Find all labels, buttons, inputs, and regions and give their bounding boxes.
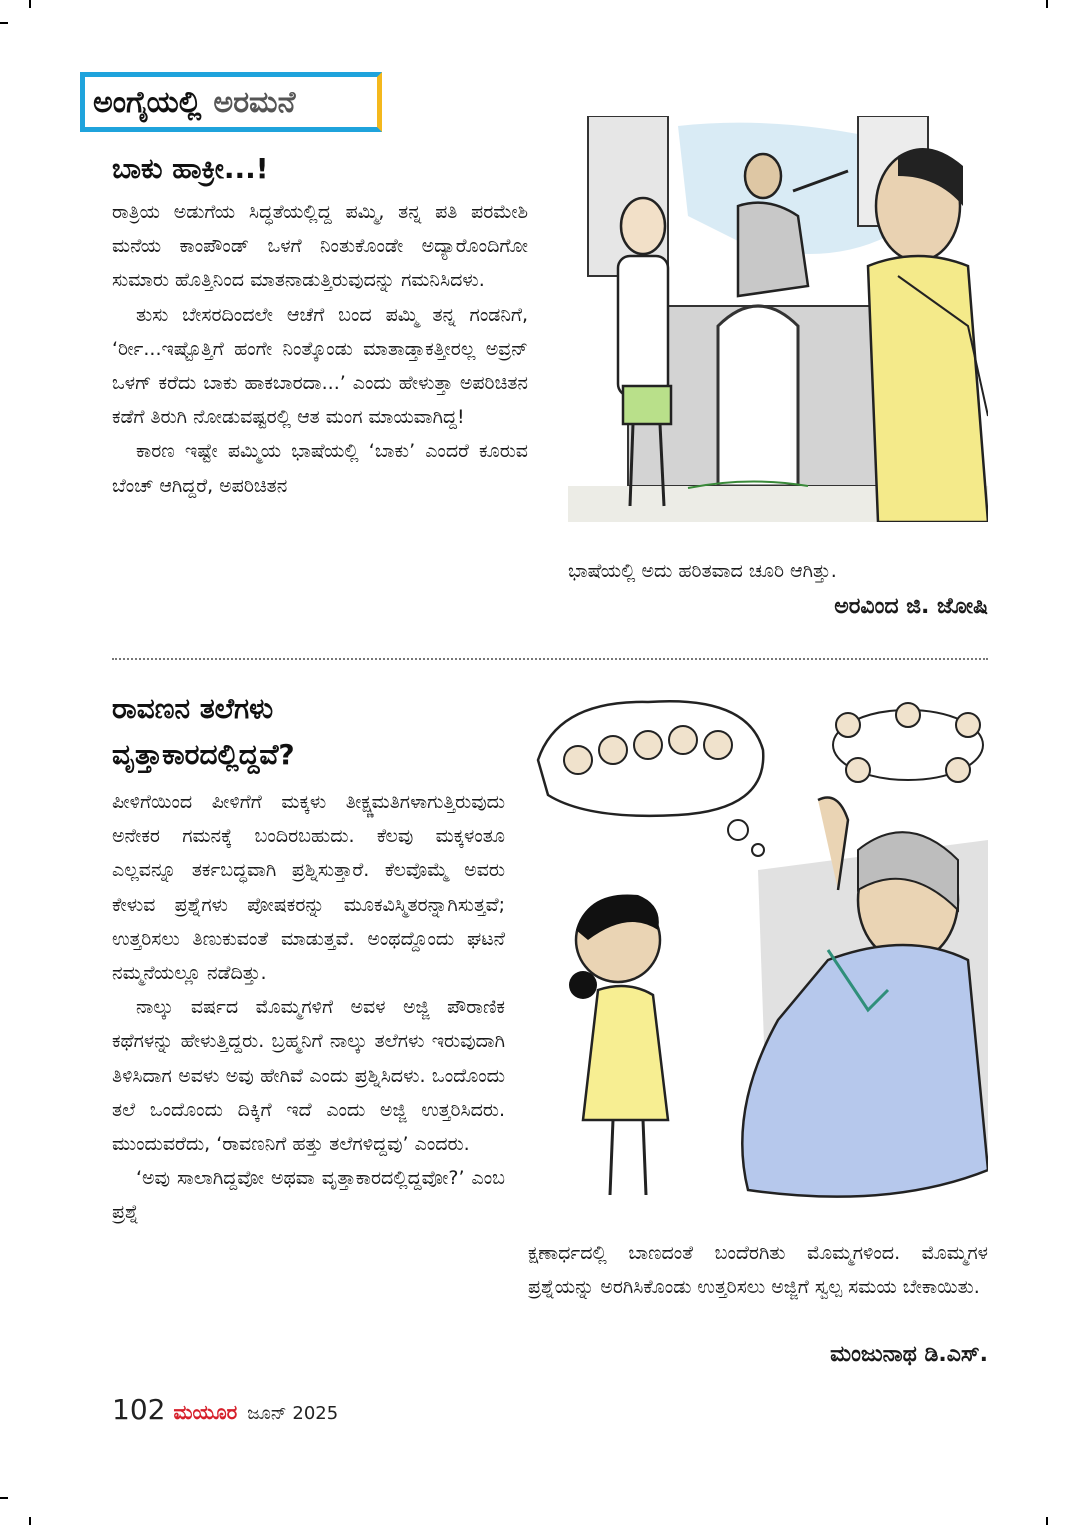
crop-mark — [1046, 0, 1048, 8]
cartoon-drawing — [528, 690, 988, 1220]
story2-title-line1: ರಾವಣನ ತಲೆಗಳು — [112, 692, 274, 725]
page-footer — [112, 1393, 338, 1426]
story2-paragraph: ಪೀಳಿಗೆಯಿಂದ ಪೀಳಿಗೆಗೆ ಮಕ್ಕಳು ತೀಕ್ಷ್ಣಮತಿಗಳಾಗುತ್ತಿರುವುದು ಅನೇಕರ ಗಮನಕ್ಕೆ ಬಂದಿರಬಹುದು. ಕೆಲವು ಮಕ್ಕಳಂತೂ ಎಲ್ಲವನ್ನೂ ತರ್ಕಬದ್ಧವಾಗಿ ಪ್ರಶ್ನಿಸುತ್ತಾರೆ. ಕೆಲವೊಮ್ಮೆ ಅವರು ಕೇಳುವ ಪ್ರಶ್ನೆಗಳು ಪೋಷಕರನ್ನು ಮೂಕವಿಸ್ಮಿತರನ್ನಾಗಿಸುತ್ತವೆ; ಉತ್ತರಿಸಲು ತಿಣುಕುವಂತೆ ಮಾಡುತ್ತವೆ. ಅಂಥದ್ದೊಂದು ಘಟನೆ ನಮ್ಮನೆಯಲ್ಲೂ ನಡೆದಿತ್ತು. — [112, 791, 505, 985]
story2-paragraph: ನಾಲ್ಕು ವರ್ಷದ ಮೊಮ್ಮಗಳಿಗೆ ಅವಳ ಅಜ್ಜಿ ಪೌರಾಣಿಕ ಕಥೆಗಳನ್ನು ಹೇಳುತ್ತಿದ್ದರು. ಬ್ರಹ್ಮನಿಗೆ ನಾಲ್ಕು ತಲೆಗಳು ಇರುವುದಾಗಿ ತಿಳಿಸಿದಾಗ ಅವಳು ಅವು ಹೇಗಿವೆ ಎಂದು ಪ್ರಶ್ನಿಸಿದಳು. ಒಂದೊಂದು ತಲೆ ಒಂದೊಂದು ದಿಕ್ಕಿಗೆ ಇದೆ ಎಂದು ಅಜ್ಜಿ ಉತ್ತರಿಸಿದರು. ಮುಂದುವರೆದು, ‘ರಾವಣನಿಗೆ ಹತ್ತು ತಲೆಗಳಿದ್ದವು’ ಎಂದರು. — [112, 996, 505, 1156]
crop-mark — [29, 1517, 31, 1525]
header-part1: ಅಂಗೈಯಲ್ಲಿ — [93, 84, 202, 120]
story2-body — [112, 785, 505, 1230]
story1-paragraph: ಕಾರಣ ಇಷ್ಟೇ ಪಮ್ಮಿಯ ಭಾಷೆಯಲ್ಲಿ ‘ಬಾಕು’ ಎಂದರೆ ಕೂರುವ ಬೆಂಚ್ ಆಗಿದ್ದರೆ, ಅಪರಿಚಿತನ — [112, 440, 528, 497]
crop-mark — [1046, 1517, 1048, 1525]
crop-mark — [0, 1497, 8, 1499]
cartoon-drawing — [568, 116, 988, 522]
story1-title: ಬಾಕು ಹಾಕ್ರೀ...! — [112, 152, 269, 185]
section-header — [80, 72, 382, 132]
crop-mark — [0, 22, 8, 24]
crop-mark — [29, 0, 31, 8]
story1-paragraph: ರಾತ್ರಿಯ ಅಡುಗೆಯ ಸಿದ್ಧತೆಯಲ್ಲಿದ್ದ ಪಮ್ಮಿ, ತನ್ನ ಪತಿ ಪರಮೇಶಿ ಮನೆಯ ಕಾಂಪೌಂಡ್ ಒಳಗೆ ನಿಂತುಕೊಂಡೇ ಅದ್ಯಾರೊಂದಿಗೋ ಸುಮಾರು ಹೊತ್ತಿನಿಂದ ಮಾತನಾಡುತ್ತಿರುವುದನ್ನು ಗಮನಿಸಿದಳು. — [112, 201, 528, 292]
story2-caption: ಕ್ಷಣಾರ್ಧದಲ್ಲಿ ಬಾಣದಂತೆ ಬಂದೆರಗಿತು ಮೊಮ್ಮಗಳಿಂದ. ಮೊಮ್ಮಗಳ ಪ್ರಶ್ನೆಯನ್ನು ಅರಗಿಸಿಕೊಂಡು ಉತ್ತರಿಸಲು ಅಜ್ಜಿಗೆ ಸ್ವಲ್ಪ ಸಮಯ ಬೇಕಾಯಿತು. — [528, 1242, 988, 1298]
story2-paragraph: ‘ಅವು ಸಾಲಾಗಿದ್ದವೋ ಅಥವಾ ವೃತ್ತಾಕಾರದಲ್ಲಿದ್ದವೋ?’ ಎಂಬ ಪ್ರಶ್ನೆ — [112, 1167, 505, 1224]
cartoon-illustration-1 — [568, 116, 988, 522]
section-divider — [112, 658, 988, 660]
page-number: 102 — [112, 1393, 166, 1426]
story1-paragraph: ತುಸು ಬೇಸರದಿಂದಲೇ ಆಚೆಗೆ ಬಂದ ಪಮ್ಮಿ ತನ್ನ ಗಂಡನಿಗೆ, ‘ರ್ರೀ...ಇಷ್ಟೊತ್ತಿಗೆ ಹಂಗೇ ನಿಂತ್ಕೊಂಡು ಮಾತಾಡ್ತಾಕತ್ತೀರಲ್ಲ ಅವ್ರನ್ ಒಳಗ್ ಕರೆದು ಬಾಕು ಹಾಕಬಾರದಾ...’ ಎಂದು ಹೇಳುತ್ತಾ ಅಪರಿಚಿತನ ಕಡೆಗೆ ತಿರುಗಿ ನೋಡುವಷ್ಟರಲ್ಲಿ ಆತ ಮಂಗ ಮಾಯವಾಗಿದ್ದ! — [112, 303, 528, 429]
story2-title-line2: ವೃತ್ತಾಕಾರದಲ್ಲಿದ್ದವೆ? — [112, 738, 295, 771]
story2-author: ಮಂಜುನಾಥ ಡಿ.ಎಸ್. — [830, 1342, 988, 1367]
story1-body — [112, 195, 528, 503]
story1-caption: ಭಾಷೆಯಲ್ಲಿ ಅದು ಹರಿತವಾದ ಚೂರಿ ಆಗಿತ್ತು. — [568, 560, 837, 582]
cartoon-illustration-2 — [528, 690, 988, 1220]
issue-month: ಜೂನ್ 2025 — [247, 1403, 339, 1424]
magazine-logo: ಮಯೂರ — [173, 1400, 238, 1424]
header-part2: ಅರಮನೆ — [213, 84, 296, 120]
story1-author: ಅರವಿಂದ ಜಿ. ಜೋಷಿ — [834, 594, 988, 619]
